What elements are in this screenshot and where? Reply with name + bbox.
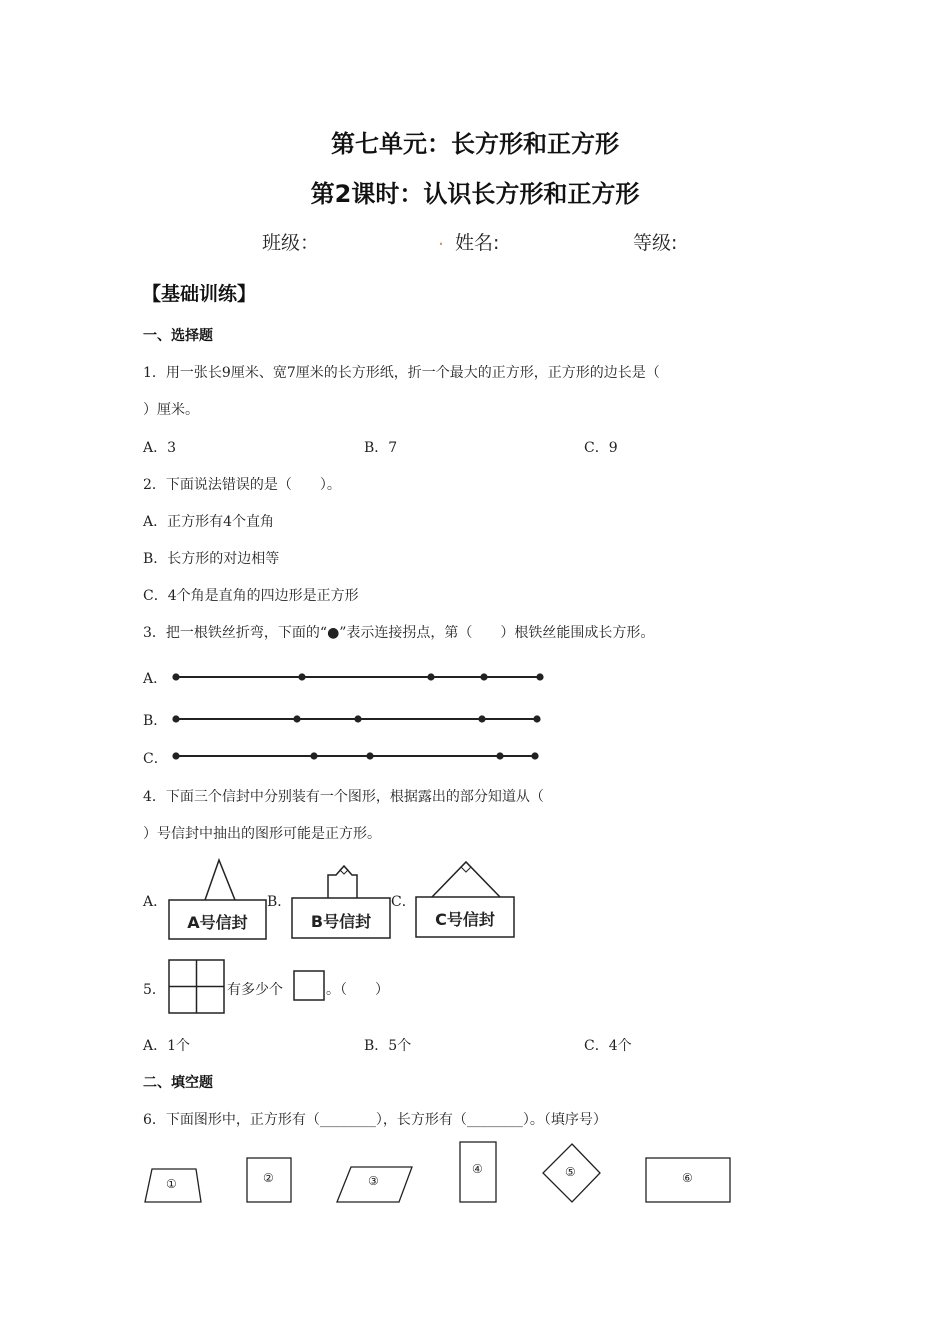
q2-option-a: A．正方形有4个直角	[143, 514, 275, 530]
envelope-c-label: C号信封	[435, 910, 495, 929]
grade-label: 等级:	[633, 232, 678, 254]
q2-option-c: C．4个角是直角的四边形是正方形	[143, 588, 359, 604]
q1-text-line1: 1．用一张长9厘米、宽7厘米的长方形纸，折一个最大的正方形，正方形的边长是（	[143, 365, 660, 381]
lesson-title: 第2课时：认识长方形和正方形	[310, 180, 640, 208]
shape-5-label: ⑤	[565, 1165, 576, 1179]
envelope-b-label: B号信封	[310, 912, 372, 931]
section-basic-training: 【基础训练】	[142, 283, 257, 305]
q5-number: 5．	[143, 982, 166, 998]
name-label: 姓名:	[455, 232, 500, 254]
class-dot: .	[438, 228, 445, 250]
q4-option-b: B．	[267, 894, 292, 910]
q4-text-line2: ）号信封中抽出的图形可能是正方形。	[143, 826, 381, 842]
q6-text: 6．下面图形中，正方形有（________），长方形有（________）。（填序号）	[143, 1112, 607, 1128]
shape-4-label: ④	[472, 1162, 483, 1176]
q3-option-c: C．	[143, 751, 168, 767]
q1-option-c: C．9	[584, 440, 618, 456]
q5-option-c: C．4个	[584, 1038, 632, 1054]
class-label: 班级：	[262, 232, 320, 254]
q4-option-a: A．	[143, 894, 168, 910]
q5-text-mid: 有多少个	[227, 982, 283, 998]
q1-text-line2: ）厘米。	[143, 402, 199, 418]
q1-option-b: B．7	[364, 440, 398, 456]
part-choice-heading: 一、选择题	[143, 328, 213, 344]
part-fill-heading: 二、填空题	[143, 1075, 213, 1091]
q4-text-line1: 4．下面三个信封中分别装有一个图形，根据露出的部分知道从（	[143, 789, 544, 805]
shape-2-label: ②	[263, 1171, 274, 1185]
shape-6-label: ⑥	[682, 1171, 693, 1185]
q3-option-a: A．	[143, 671, 168, 687]
unit-title: 第七单元：长方形和正方形	[331, 130, 619, 158]
envelope-a-label: A号信封	[187, 913, 248, 932]
q3-text: 3．把一根铁丝折弯，下面的“●”表示连接拐点，第（ ）根铁丝能围成长方形。	[143, 625, 655, 641]
q5-option-b: B．5个	[364, 1038, 412, 1054]
q5-text-end: 。（ ）	[326, 982, 389, 998]
q2-option-b: B．长方形的对边相等	[143, 551, 280, 567]
q3-option-b: B．	[143, 713, 168, 729]
shape-3-label: ③	[368, 1174, 379, 1188]
q1-option-a: A．3	[143, 440, 177, 456]
shape-1-label: ①	[166, 1177, 177, 1191]
q4-option-c: C．	[391, 894, 416, 910]
q2-text: 2．下面说法错误的是（ ）。	[143, 477, 341, 493]
q5-option-a: A．1个	[143, 1038, 191, 1054]
